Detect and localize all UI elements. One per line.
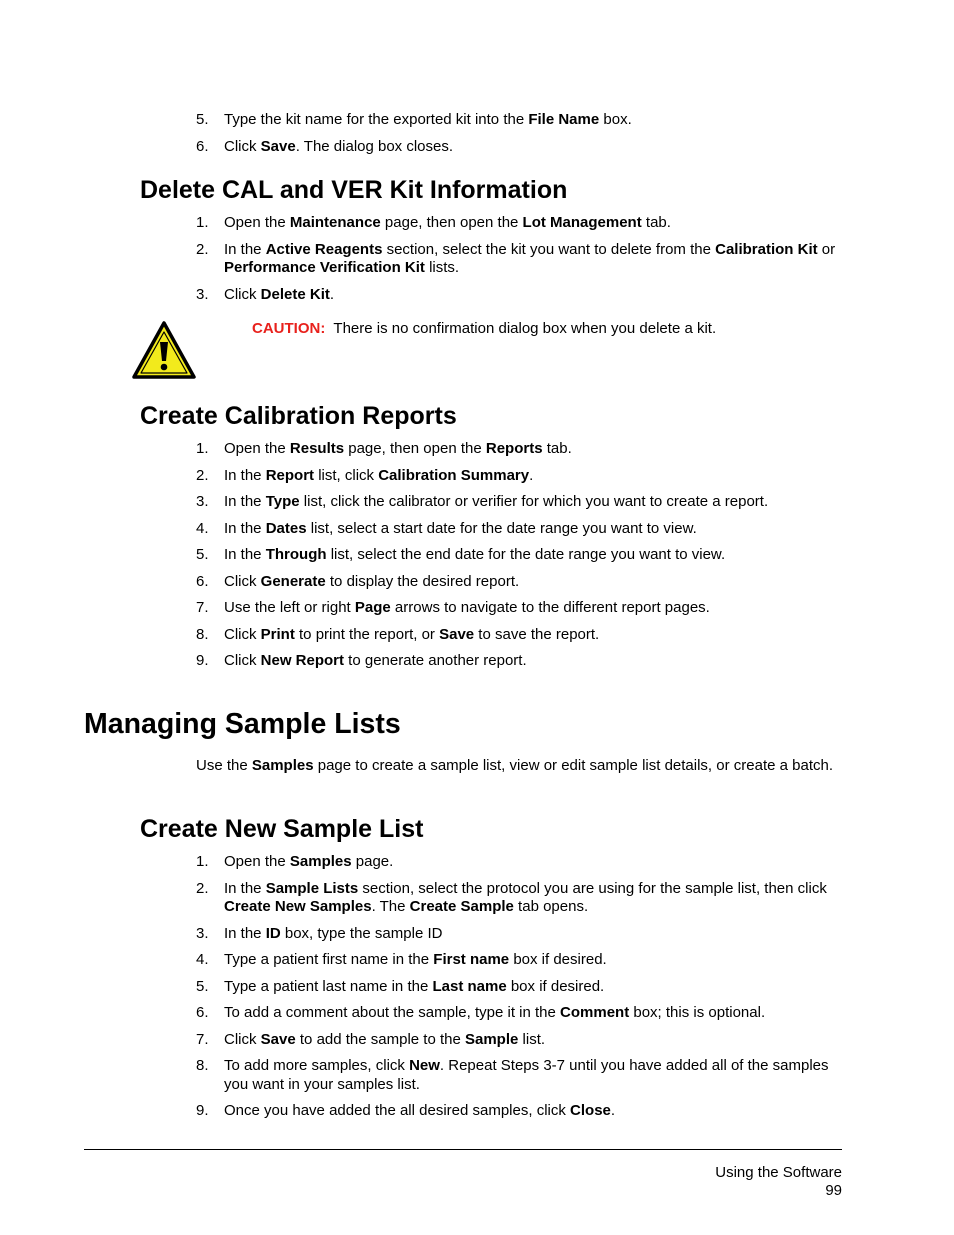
step-number: 5. [196,111,209,128]
footer-divider [84,1149,842,1150]
step-number: 4. [196,519,209,537]
ui-term: Reports [485,440,543,457]
step-number: 1. [196,440,209,457]
ui-term: Calibration Kit [715,240,818,258]
ui-term: Type [265,493,300,510]
delete-kit-heading: Delete CAL and VER Kit Information [140,176,568,204]
ui-term: Results [289,440,345,457]
list-item [196,573,846,592]
ui-term: Close [570,1102,611,1119]
list-item [196,440,846,459]
new-sample-list-steps [196,853,846,1121]
step-number: 5. [196,977,209,995]
step-number: 2. [196,879,209,897]
footer-section-title: Using the Software [715,1164,842,1181]
text-run: list, click [314,466,379,484]
step-text [224,1102,615,1119]
text-run: tab opens. [513,898,589,915]
list-item [196,286,846,305]
ui-term: Sample [465,1030,519,1048]
list-item [196,214,846,233]
footer-page-number: 99 [825,1182,842,1199]
step-text [224,978,604,995]
text-run: page, then open the [344,440,486,457]
text-run: . [529,466,534,484]
ui-term: Maintenance [289,214,381,231]
ui-term: Page [354,599,391,616]
text-run: Click [224,572,261,590]
text-run: box; this is optional. [629,1004,766,1021]
list-item [196,520,846,539]
list-item [196,241,846,278]
step-text [224,241,835,277]
ui-term: Print [260,625,295,643]
export-steps [196,111,846,156]
text-run: to generate another report. [344,652,527,669]
ui-term: Through [265,546,327,563]
text-run: box if desired. [506,977,605,995]
list-item [196,978,846,997]
warning-triangle-icon [131,320,197,380]
text-run: In the [224,466,266,484]
step-text [224,286,334,303]
step-number: 4. [196,951,209,968]
calibration-reports-heading: Create Calibration Reports [140,402,457,430]
ui-term: Save [260,1030,296,1048]
list-item [196,1057,846,1094]
text-run: In the [224,879,266,897]
text-run: to add the sample to the [295,1030,465,1048]
text-run: page to create a sample list, view or edit sample list details, or create a batch. [313,757,833,774]
step-text [224,440,572,457]
text-run: Click [224,652,261,669]
list-item [196,626,846,645]
step-number: 3. [196,493,209,510]
step-text [224,599,710,616]
caution-label: CAUTION: [252,320,326,337]
step-number: 9. [196,1102,209,1119]
text-run: Use the [196,757,252,774]
text-run: box. [599,111,632,128]
text-run: Click [224,137,261,155]
text-run: Open the [224,440,290,457]
step-number: 6. [196,572,209,590]
text-run: section, select the protocol you are using for the sample list, then click [358,879,827,897]
text-run: Click [224,285,261,303]
text-run: Type the kit name for the exported kit into the [224,111,529,128]
ui-term: Performance Verification Kit [224,259,425,276]
ui-term: Lot Management [522,214,642,231]
text-run: list. [518,1030,546,1048]
list-item [196,599,846,618]
ui-term: Samples [289,853,352,870]
step-text [224,925,442,942]
managing-intro-paragraph [196,757,836,776]
ui-term: Comment [560,1004,630,1021]
text-run: . [610,1102,616,1119]
step-number: 7. [196,599,209,616]
step-text [224,573,519,590]
list-item [196,925,846,944]
text-run: In the [224,240,266,258]
list-item [196,652,846,671]
step-text [224,626,599,643]
list-item [196,1102,846,1121]
list-item [196,467,846,486]
ui-term: Calibration Summary [378,466,530,484]
text-run: box if desired. [509,951,607,968]
step-number: 2. [196,466,209,484]
text-run: list, click the calibrator or verifier for which you want to create a report. [299,493,769,510]
step-number: 1. [196,214,209,231]
text-run: . The dialog box closes. [295,137,454,155]
text-run: to display the desired report. [325,572,520,590]
step-text [224,214,671,231]
ui-term: Save [439,625,475,643]
step-number: 3. [196,924,209,942]
step-number: 6. [196,137,209,155]
step-text [224,1031,545,1048]
list-item [196,138,846,157]
step-number: 1. [196,853,209,870]
list-item [196,1004,846,1023]
new-sample-list-heading: Create New Sample List [140,815,424,843]
ui-term: New Report [260,652,345,669]
caution-text: There is no confirmation dialog box when you delete a kit. [333,320,717,337]
step-text [224,493,768,510]
text-run: list, select a start date for the date range you want to view. [306,519,697,537]
ui-term: Last name [432,977,507,995]
caution-note [252,320,716,339]
list-item [196,951,846,970]
ui-term: New [409,1057,440,1074]
text-run: Use the left or right [224,599,355,616]
ui-term: Create Sample [409,898,514,915]
text-run: tab. [542,440,572,457]
step-text [224,467,533,484]
ui-term: File Name [528,111,600,128]
text-run: To add a comment about the sample, type it in the [224,1004,561,1021]
text-run: box, type the sample ID [280,924,443,942]
text-run: In the [224,493,266,510]
text-run: Open the [224,853,290,870]
text-run: To add more samples, click [224,1057,410,1074]
text-run: . The [371,898,410,915]
managing-sample-lists-heading: Managing Sample Lists [84,708,401,740]
ui-term: Report [265,466,315,484]
text-run: . Repeat Steps 3-7 until you have added all of the samples you want in your samples list. [224,1057,829,1093]
step-number: 6. [196,1004,209,1021]
text-run: or [817,240,836,258]
delete-kit-steps [196,214,846,304]
text-run: to print the report, or [294,625,440,643]
ui-term: Samples [251,757,314,774]
ui-term: Create New Samples [224,898,372,915]
step-text [224,520,697,537]
text-run: arrows to navigate to the different report pages. [390,599,710,616]
step-number: 3. [196,285,209,303]
list-item [196,493,846,512]
ui-term: Sample Lists [265,879,359,897]
list-item [196,546,846,565]
text-run: Type a patient last name in the [224,977,433,995]
text-run: Click [224,1030,261,1048]
step-text [224,880,827,916]
step-text [224,652,527,669]
text-run: In the [224,924,266,942]
text-run: In the [224,546,266,563]
ui-term: Generate [260,572,326,590]
text-run: page. [351,853,394,870]
step-number: 7. [196,1030,209,1048]
step-number: 2. [196,240,209,258]
step-text [224,1057,829,1093]
list-item [196,880,846,917]
text-run: list, select the end date for the date range you want to view. [326,546,726,563]
text-run: lists. [424,259,460,276]
step-number: 8. [196,1057,209,1074]
ui-term: ID [265,924,281,942]
step-number: 5. [196,546,209,563]
ui-term: Delete Kit [260,285,330,303]
ui-term: First name [433,951,510,968]
text-run: Type a patient first name in the [224,951,434,968]
step-text [224,111,632,128]
ui-term: Save [260,137,296,155]
step-text [224,1004,765,1021]
ui-term: Dates [265,519,307,537]
text-run: section, select the kit you want to delete from the [382,240,716,258]
list-item [196,1031,846,1050]
step-text [224,951,607,968]
calibration-reports-steps [196,440,846,671]
text-run: tab. [641,214,671,231]
text-run: Open the [224,214,290,231]
step-number: 8. [196,625,209,643]
text-run: to save the report. [474,625,600,643]
text-run: page, then open the [380,214,523,231]
text-run: Click [224,625,261,643]
text-run: Once you have added the all desired samples, click [224,1102,571,1119]
text-run: . [329,285,335,303]
step-text [224,546,725,563]
ui-term: Active Reagents [265,240,383,258]
step-text [224,853,393,870]
list-item [196,111,846,130]
step-number: 9. [196,652,209,669]
text-run: In the [224,519,266,537]
list-item [196,853,846,872]
step-text [224,138,453,155]
